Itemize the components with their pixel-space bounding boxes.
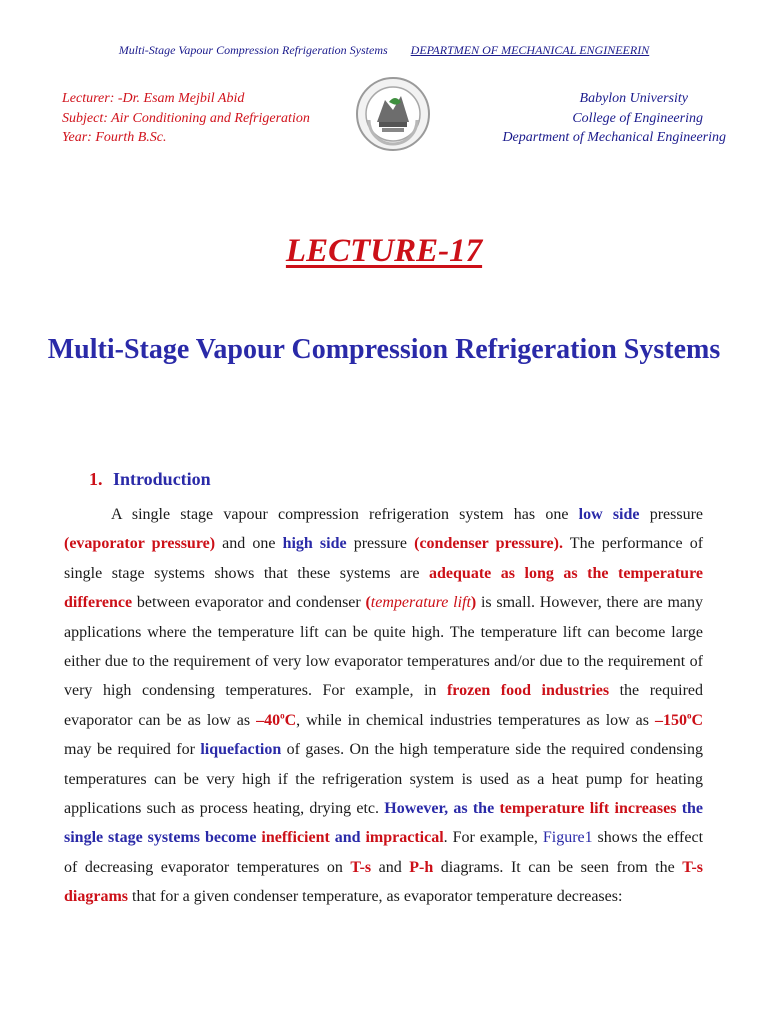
highlight-inefficient: inefficient [261, 829, 330, 847]
highlight-liquefaction: liquefaction [200, 741, 282, 759]
text-run: A single stage vapour compression refrigeration system has one [111, 506, 579, 523]
degree-mark: o [280, 710, 285, 721]
section-number: 1. [89, 469, 103, 489]
highlight-high-side: high side [282, 535, 347, 553]
header-department: DEPARTMEN OF MECHANICAL ENGINEERIN [410, 43, 650, 57]
highlight-minus-40: –40 [256, 711, 281, 729]
text-run: between evaporator and condenser [132, 594, 366, 612]
year-line: Year: Fourth B.Sc. [62, 130, 167, 145]
text-run: and [371, 858, 410, 876]
text-run: pressure [639, 506, 704, 523]
running-header [0, 43, 768, 58]
paren-close: ) [470, 594, 477, 612]
highlight-frozen-food: frozen food industries [446, 682, 610, 700]
text-run: may be required for [64, 741, 201, 759]
highlight-low-side: low side [578, 506, 640, 523]
highlight-minus-150: –150 [654, 711, 687, 729]
college-name: College of Engineering [572, 110, 703, 126]
institution-info [502, 89, 726, 148]
highlight-lift-increases: temperature lift increases [499, 800, 677, 818]
section-title: Introduction [113, 469, 211, 489]
highlight-t-s: T-s [350, 858, 372, 876]
subject-line: Subject: Air Conditioning and Refrigeration [62, 110, 310, 126]
text-run: The performance of single stage systems shows that these systems are [64, 535, 704, 582]
text-run: and one [215, 535, 283, 553]
header-course-title: Multi-Stage Vapour Compression Refrigeration Systems [118, 43, 388, 57]
highlight-adequate: adequate as long as the temperature difference [64, 564, 703, 612]
highlight-temperature-lift: temperature lift [370, 594, 471, 612]
highlight-t-s-diagrams: T-s diagrams [64, 858, 703, 906]
unit-c: C [691, 711, 703, 729]
text-run: diagrams. It can be seen from the [433, 858, 683, 876]
lecturer-line: Lecturer: -Dr. Esam Mejbil Abid [62, 91, 245, 106]
text-run: . For example, [443, 829, 543, 847]
text-run: , while in chemical industries temperatures as low as [296, 711, 655, 729]
highlight-evaporator-pressure: (evaporator pressure) [64, 535, 216, 553]
intro-paragraph [64, 500, 703, 912]
degree-mark: o [686, 710, 692, 721]
unit-c: C [284, 711, 297, 729]
highlight-p-h: P-h [409, 858, 434, 876]
highlight-condenser-pressure: (condenser pressure). [414, 535, 563, 553]
paren-open: ( [365, 594, 371, 612]
highlight-single-stage: the single stage systems become [64, 800, 704, 847]
university-name: Babylon University [579, 91, 688, 106]
course-info [62, 89, 310, 148]
department-name: Department of Mechanical Engineering [502, 130, 726, 145]
lecture-number: LECTURE-17 [285, 233, 483, 269]
highlight-and: and [334, 829, 361, 847]
text-run: pressure [346, 535, 415, 553]
text-run: of gases. On the high temperature side the required condensing temperatures can be very high if the refrigeration system is used as a heat pump for heating applications such as process heating, drying etc. [64, 741, 703, 818]
text-run: shows the effect of decreasing evaporator temperatures on [64, 829, 704, 876]
text-run: that for a given condenser temperature, as evaporator temperature decreases: [128, 888, 623, 906]
text-run: the required evaporator can be as low as [64, 682, 703, 729]
university-seal-icon [355, 76, 431, 152]
figure-reference-link[interactable]: Figure1 [542, 829, 593, 847]
text-run: is small. However, there are many applications where the temperature lift can be quite high. The temperature lift can become large either due to the requirement of very low evaporator temperatures and/or due to the requirement of very high condensing temperatures. For example, in [64, 594, 704, 700]
main-title: Multi-Stage Vapour Compression Refrigeration Systems [47, 334, 721, 365]
highlight-however: However, as the [384, 800, 495, 818]
section-heading [89, 469, 211, 490]
highlight-impractical: impractical [365, 829, 444, 847]
